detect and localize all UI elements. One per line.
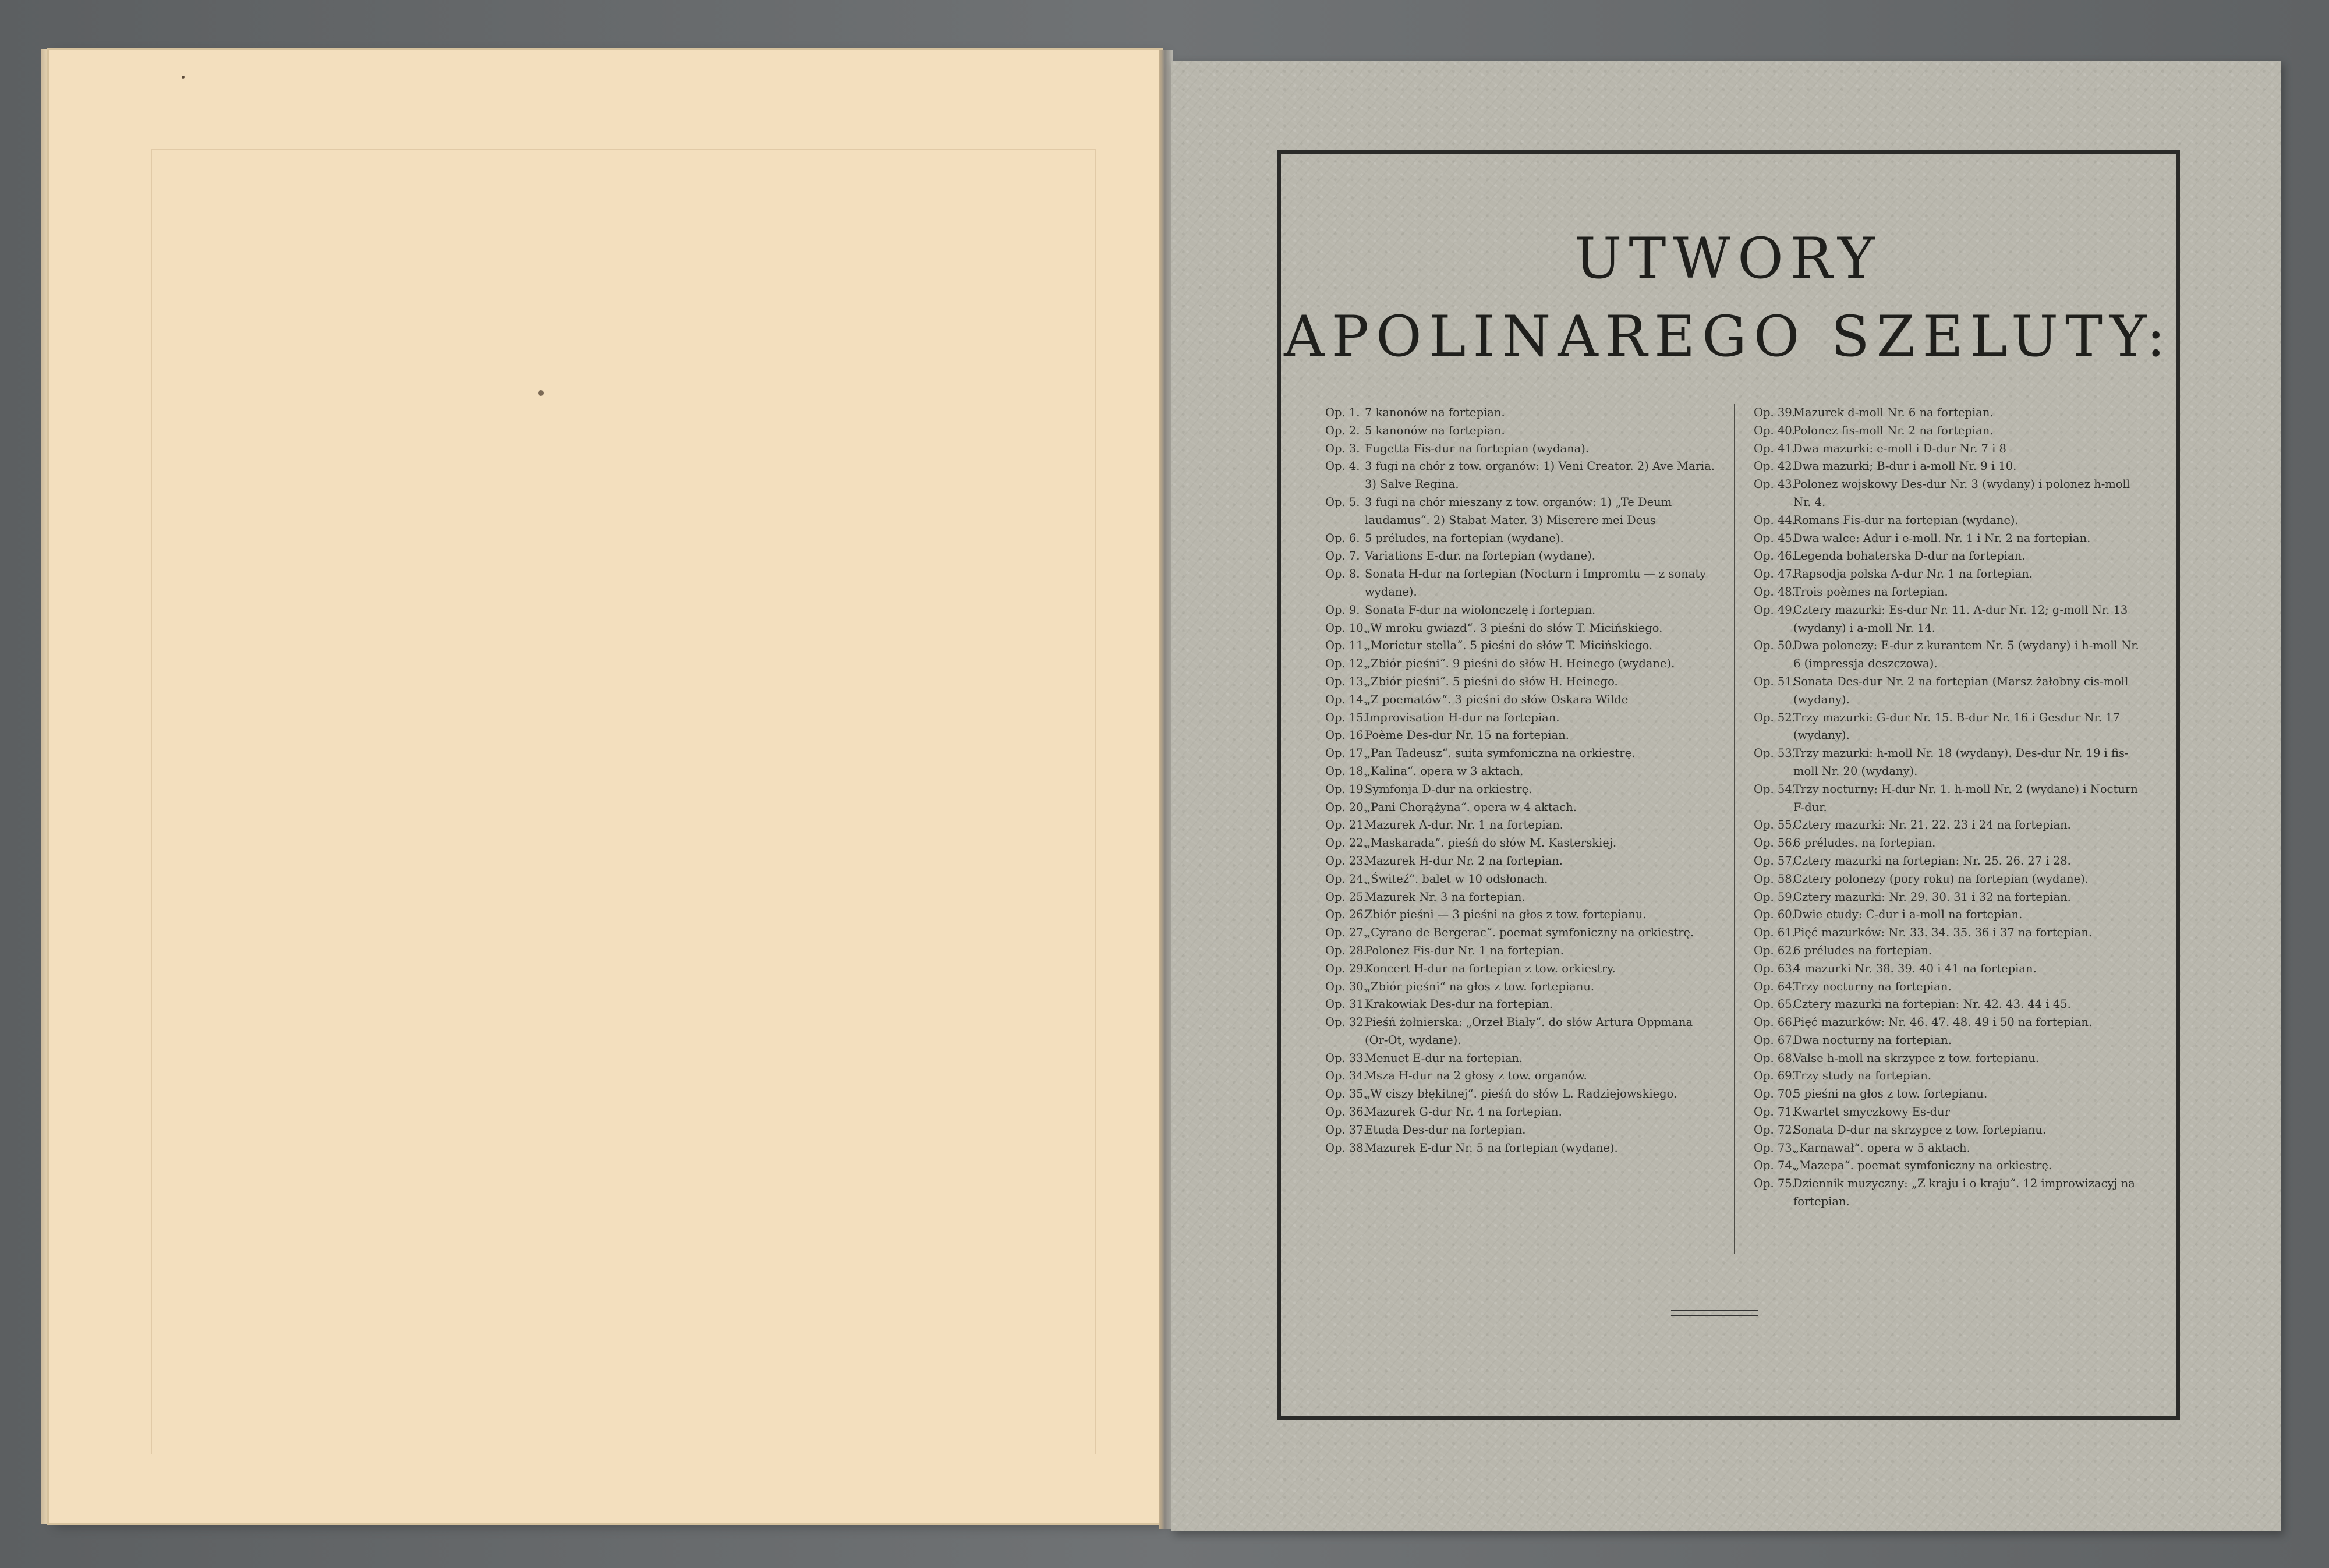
work-description: Improvisation H-dur na fortepian.: [1365, 710, 1560, 724]
work-description: Symfonja D-dur na orkiestrę.: [1365, 782, 1532, 796]
work-entry: [1325, 781, 1715, 799]
work-description: Zbiór pieśni — 3 pieśni na głos z tow. fortepianu.: [1365, 908, 1647, 922]
work-entry: [1754, 547, 2143, 565]
work-entry: [1754, 1103, 2143, 1121]
work-entry: [1754, 601, 2143, 638]
opus-number: Op. 54.: [1754, 782, 1796, 796]
work-description: „Zbiór pieśni“ na głos z tow. fortepianu.: [1365, 979, 1595, 993]
work-description: Pięć mazurków: Nr. 33. 34. 35. 36 i 37 na fortepian.: [1793, 926, 2093, 940]
opus-number: Op. 27.: [1325, 926, 1367, 940]
work-entry: [1754, 852, 2143, 870]
opus-number: Op. 38.: [1325, 1141, 1367, 1155]
work-entry: [1325, 709, 1715, 727]
book-gutter: [1159, 50, 1173, 1529]
work-description: Sonata F-dur na wiolonczelę i fortepian.: [1365, 603, 1596, 617]
opus-number: Op. 15.: [1325, 710, 1367, 724]
opus-number: Op. 24.: [1325, 872, 1367, 886]
work-description: Pięć mazurków: Nr. 46. 47. 48. 49 i 50 na fortepian.: [1793, 1015, 2093, 1029]
opus-number: Op. 56.: [1754, 836, 1796, 850]
opus-number: Op. 16.: [1325, 728, 1367, 742]
work-description: „Pan Tadeusz“. suita symfoniczna na orkiestrę.: [1365, 746, 1636, 760]
work-description: 5 préludes, na fortepian (wydane).: [1365, 531, 1564, 545]
work-description: Koncert H-dur na fortepian z tow. orkiestry.: [1365, 961, 1616, 975]
work-entry: [1754, 512, 2143, 530]
work-entry: [1325, 816, 1715, 834]
opus-number: Op. 52.: [1754, 710, 1796, 724]
work-description: „Zbiór pieśni“. 9 pieśni do słów H. Heinego (wydane).: [1365, 657, 1675, 671]
opus-number: Op. 49.: [1754, 603, 1796, 617]
work-description: Kwartet smyczkowy Es-dur: [1793, 1105, 1950, 1119]
opus-number: Op. 50.: [1754, 639, 1796, 653]
opus-number: Op. 33.: [1325, 1051, 1367, 1065]
work-description: Valse h-moll na skrzypce z tow. fortepianu.: [1793, 1051, 2040, 1065]
work-entry: [1325, 547, 1715, 565]
work-entry: [1325, 1121, 1715, 1139]
work-entry: [1754, 906, 2143, 924]
work-description: Dwa mazurki: e-moll i D-dur Nr. 7 i 8: [1793, 441, 2006, 455]
heading-line-2: APOLINAREGO SZELUTY:: [1284, 304, 2172, 369]
work-entry: [1325, 745, 1715, 763]
work-entry: [1325, 620, 1715, 638]
work-entry: [1754, 565, 2143, 583]
work-description: 3 fugi na chór mieszany z tow. organów: 1) „Te Deum laudamus“. 2) Stabat Mater. 3) Miserere mei Deus: [1365, 495, 1672, 527]
opus-number: Op. 5.: [1325, 495, 1360, 509]
opus-number: Op. 72.: [1754, 1123, 1796, 1137]
work-entry: [1754, 924, 2143, 942]
work-description: Msza H-dur na 2 głosy z tow. organów.: [1365, 1069, 1587, 1083]
paper-stain: [538, 390, 544, 396]
work-description: Mazurek G-dur Nr. 4 na fortepian.: [1365, 1105, 1562, 1119]
work-entry: [1325, 494, 1715, 530]
opus-number: Op. 37.: [1325, 1123, 1367, 1137]
work-entry: [1325, 727, 1715, 745]
work-description: Dwa mazurki; B-dur i a-moll Nr. 9 i 10.: [1793, 459, 2017, 473]
left-page-faint-border: [151, 149, 1096, 1454]
work-entry: [1754, 978, 2143, 996]
opus-number: Op. 1.: [1325, 406, 1360, 419]
opus-number: Op. 46.: [1754, 549, 1796, 563]
work-description: „Mazepa“. poemat symfoniczny na orkiestrę.: [1793, 1159, 2052, 1173]
work-entry: [1325, 440, 1715, 458]
work-description: Fugetta Fis-dur na fortepian (wydana).: [1365, 441, 1590, 455]
work-entry: [1754, 709, 2143, 745]
work-description: Variations E-dur. na fortepian (wydane).: [1365, 549, 1595, 563]
work-entry: [1325, 763, 1715, 781]
opus-number: Op. 36.: [1325, 1105, 1367, 1119]
work-description: Menuet E-dur na fortepian.: [1365, 1051, 1523, 1065]
works-list-right-column: [1754, 404, 2143, 1211]
opus-number: Op. 31.: [1325, 997, 1367, 1011]
opus-number: Op. 9.: [1325, 603, 1360, 617]
work-description: Dwie etudy: C-dur i a-moll na fortepian.: [1793, 908, 2023, 922]
opus-number: Op. 8.: [1325, 567, 1360, 581]
closing-double-rule: [1671, 1310, 1758, 1316]
work-entry: [1754, 1032, 2143, 1050]
work-description: „Maskarada“. pieśń do słów M. Kasterskiej.: [1365, 836, 1617, 850]
work-description: Polonez fis-moll Nr. 2 na fortepian.: [1793, 423, 1994, 437]
work-description: „Świteź“. balet w 10 odsłonach.: [1365, 872, 1548, 886]
work-description: Rapsodja polska A-dur Nr. 1 na fortepian.: [1793, 567, 2033, 581]
opus-number: Op. 7.: [1325, 549, 1360, 563]
work-description: Sonata D-dur na skrzypce z tow. fortepianu.: [1793, 1123, 2047, 1137]
opus-number: Op. 65.: [1754, 997, 1796, 1011]
opus-number: Op. 39.: [1754, 406, 1796, 419]
opus-number: Op. 18.: [1325, 764, 1367, 778]
work-description: „W ciszy błękitnej“. pieśń do słów L. Radziejowskiego.: [1365, 1087, 1677, 1101]
work-description: Trzy nocturny: H-dur Nr. 1. h-moll Nr. 2 (wydane) i Nocturn F-dur.: [1793, 782, 2138, 814]
works-list-left-column: [1325, 404, 1715, 1157]
opus-number: Op. 10.: [1325, 621, 1367, 635]
opus-number: Op. 17.: [1325, 746, 1367, 760]
work-entry: [1754, 476, 2143, 512]
work-description: Cztery mazurki na fortepian: Nr. 42. 43. 44 i 45.: [1793, 997, 2071, 1011]
work-entry: [1325, 601, 1715, 620]
work-entry: [1754, 889, 2143, 907]
work-entry: [1754, 816, 2143, 834]
work-entry: [1325, 1103, 1715, 1121]
work-description: Legenda bohaterska D-dur na fortepian.: [1793, 549, 2026, 563]
work-entry: [1754, 1157, 2143, 1175]
work-description: „Pani Chorążyna“. opera w 4 aktach.: [1365, 800, 1577, 814]
work-description: Polonez Fis-dur Nr. 1 na fortepian.: [1365, 943, 1564, 957]
paper-speck: [182, 76, 185, 79]
work-entry: [1325, 799, 1715, 817]
work-entry: [1325, 1085, 1715, 1103]
work-description: Mazurek E-dur Nr. 5 na fortepian (wydane).: [1365, 1141, 1618, 1155]
work-description: „Morietur stella“. 5 pieśni do słów T. Micińskiego.: [1365, 639, 1653, 653]
work-entry: [1325, 673, 1715, 691]
work-entry: [1325, 404, 1715, 422]
work-description: Dwa polonezy: E-dur z kurantem Nr. 5 (wydany) i h-moll Nr. 6 (impressja deszczowa).: [1793, 639, 2139, 671]
opus-number: Op. 30.: [1325, 979, 1367, 993]
opus-number: Op. 60.: [1754, 908, 1796, 922]
work-entry: [1325, 1139, 1715, 1158]
work-description: Trzy study na fortepian.: [1793, 1069, 1932, 1083]
work-entry: [1325, 1014, 1715, 1050]
work-description: Cztery mazurki: Nr. 21. 22. 23 i 24 na fortepian.: [1793, 818, 2071, 832]
opus-number: Op. 34.: [1325, 1069, 1367, 1083]
opus-number: Op. 68.: [1754, 1051, 1796, 1065]
work-description: 6 préludes na fortepian.: [1793, 943, 1932, 957]
work-description: Dziennik muzyczny: „Z kraju i o kraju“. 12 improwizacyj na fortepian.: [1793, 1177, 2135, 1209]
work-description: Dwa nocturny na fortepian.: [1793, 1033, 1952, 1047]
work-entry: [1325, 924, 1715, 942]
opus-number: Op. 40.: [1754, 423, 1796, 437]
work-description: Mazurek Nr. 3 na fortepian.: [1365, 890, 1525, 904]
opus-number: Op. 69.: [1754, 1069, 1796, 1083]
work-description: Trzy nocturny na fortepian.: [1793, 979, 1952, 993]
work-entry: [1754, 637, 2143, 673]
work-description: Sonata Des-dur Nr. 2 na fortepian (Marsz żałobny cis-moll (wydany).: [1793, 674, 2129, 706]
work-description: Sonata H-dur na fortepian (Nocturn i Impromtu — z sonaty wydane).: [1365, 567, 1707, 599]
work-description: 7 kanonów na fortepian.: [1365, 406, 1505, 419]
opus-number: Op. 2.: [1325, 423, 1360, 437]
opus-number: Op. 59.: [1754, 890, 1796, 904]
work-description: 6 préludes. na fortepian.: [1793, 836, 1936, 850]
work-entry: [1325, 889, 1715, 907]
work-description: 5 kanonów na fortepian.: [1365, 423, 1505, 437]
opus-number: Op. 19.: [1325, 782, 1367, 796]
work-entry: [1325, 996, 1715, 1014]
work-entry: [1325, 906, 1715, 924]
left-blank-page: [49, 50, 1161, 1523]
work-description: 5 pieśni na głos z tow. fortepianu.: [1793, 1087, 1988, 1101]
work-entry: [1325, 530, 1715, 548]
work-entry: [1754, 583, 2143, 601]
work-description: Cztery mazurki: Es-dur Nr. 11. A-dur Nr. 12; g-moll Nr. 13 (wydany) i a-moll Nr. 14.: [1793, 603, 2128, 635]
work-description: Polonez wojskowy Des-dur Nr. 3 (wydany) i polonez h-moll Nr. 4.: [1793, 477, 2130, 509]
work-entry: [1325, 870, 1715, 889]
work-description: Mazurek A-dur. Nr. 1 na fortepian.: [1365, 818, 1563, 832]
work-entry: [1325, 565, 1715, 601]
work-entry: [1754, 1085, 2143, 1103]
work-entry: [1754, 673, 2143, 709]
work-description: „Z poematów“. 3 pieśni do słów Oskara Wilde: [1365, 692, 1629, 706]
opus-number: Op. 57.: [1754, 854, 1796, 868]
work-description: Cztery mazurki: Nr. 29. 30. 31 i 32 na fortepian.: [1793, 890, 2071, 904]
work-entry: [1325, 852, 1715, 870]
work-description: Pieśń żołnierska: „Orzeł Biały“. do słów Artura Oppmana (Or-Ot, wydane).: [1365, 1015, 1693, 1047]
left-page-edge: [41, 49, 49, 1524]
opus-number: Op. 58.: [1754, 872, 1796, 886]
opus-number: Op. 48.: [1754, 585, 1796, 599]
opus-number: Op. 73.: [1754, 1141, 1796, 1155]
opus-number: Op. 21.: [1325, 818, 1367, 832]
work-description: Cztery mazurki na fortepian: Nr. 25. 26. 27 i 28.: [1793, 854, 2071, 868]
opus-number: Op. 75.: [1754, 1177, 1796, 1191]
work-entry: [1754, 404, 2143, 422]
opus-number: Op. 55.: [1754, 818, 1796, 832]
opus-number: Op. 44.: [1754, 513, 1796, 527]
work-entry: [1754, 440, 2143, 458]
work-entry: [1325, 960, 1715, 978]
opus-number: Op. 14.: [1325, 692, 1367, 706]
work-entry: [1325, 458, 1715, 494]
work-description: „Zbiór pieśni“. 5 pieśni do słów H. Heinego.: [1365, 674, 1618, 688]
work-entry: [1754, 422, 2143, 440]
work-description: „Cyrano de Bergerac“. poemat symfoniczny na orkiestrę.: [1365, 926, 1694, 940]
work-entry: [1754, 1139, 2143, 1158]
work-entry: [1754, 745, 2143, 781]
opus-number: Op. 32.: [1325, 1015, 1367, 1029]
opus-number: Op. 29.: [1325, 961, 1367, 975]
opus-number: Op. 53.: [1754, 746, 1796, 760]
work-description: Etuda Des-dur na fortepian.: [1365, 1123, 1526, 1137]
work-entry: [1325, 637, 1715, 655]
opus-number: Op. 41.: [1754, 441, 1796, 455]
work-description: „W mroku gwiazd“. 3 pieśni do słów T. Micińskiego.: [1365, 621, 1663, 635]
work-entry: [1754, 458, 2143, 476]
opus-number: Op. 42.: [1754, 459, 1796, 473]
opus-number: Op. 11.: [1325, 639, 1367, 653]
work-description: Trzy mazurki: h-moll Nr. 18 (wydany). Des-dur Nr. 19 i fis-moll Nr. 20 (wydany).: [1793, 746, 2129, 778]
work-description: Trzy mazurki: G-dur Nr. 15. B-dur Nr. 16 i Gesdur Nr. 17 (wydany).: [1793, 710, 2120, 742]
opus-number: Op. 43.: [1754, 477, 1796, 491]
opus-number: Op. 51.: [1754, 674, 1796, 688]
work-description: Dwa walce: Adur i e-moll. Nr. 1 i Nr. 2 na fortepian.: [1793, 531, 2091, 545]
work-entry: [1754, 1050, 2143, 1068]
opus-number: Op. 12.: [1325, 657, 1367, 671]
work-entry: [1325, 978, 1715, 996]
work-entry: [1325, 942, 1715, 960]
work-entry: [1325, 1050, 1715, 1068]
work-description: „Kalina“. opera w 3 aktach.: [1365, 764, 1524, 778]
work-description: Cztery polonezy (pory roku) na fortepian (wydane).: [1793, 872, 2089, 886]
work-description: Trois poèmes na fortepian.: [1793, 585, 1948, 599]
work-description: 4 mazurki Nr. 38. 39. 40 i 41 na fortepian.: [1793, 961, 2037, 975]
opus-number: Op. 28.: [1325, 943, 1367, 957]
work-entry: [1754, 870, 2143, 889]
opus-number: Op. 62.: [1754, 943, 1796, 957]
opus-number: Op. 13.: [1325, 674, 1367, 688]
opus-number: Op. 74.: [1754, 1159, 1796, 1173]
work-entry: [1754, 781, 2143, 817]
column-divider: [1734, 404, 1735, 1254]
work-description: Mazurek d-moll Nr. 6 na fortepian.: [1793, 406, 1994, 419]
opus-number: Op. 66.: [1754, 1015, 1796, 1029]
opus-number: Op. 20.: [1325, 800, 1367, 814]
work-description: 3 fugi na chór z tow. organów: 1) Veni Creator. 2) Ave Maria. 3) Salve Regina.: [1365, 459, 1715, 491]
work-description: Krakowiak Des-dur na fortepian.: [1365, 997, 1553, 1011]
opus-number: Op. 22.: [1325, 836, 1367, 850]
work-entry: [1754, 996, 2143, 1014]
work-entry: [1754, 1014, 2143, 1032]
work-entry: [1754, 834, 2143, 852]
work-entry: [1325, 1067, 1715, 1085]
opus-number: Op. 6.: [1325, 531, 1360, 545]
opus-number: Op. 45.: [1754, 531, 1796, 545]
work-entry: [1754, 960, 2143, 978]
opus-number: Op. 4.: [1325, 459, 1360, 473]
work-entry: [1325, 422, 1715, 440]
work-entry: [1754, 942, 2143, 960]
opus-number: Op. 63.: [1754, 961, 1796, 975]
work-description: Mazurek H-dur Nr. 2 na fortepian.: [1365, 854, 1563, 868]
opus-number: Op. 67.: [1754, 1033, 1796, 1047]
work-entry: [1754, 1175, 2143, 1211]
work-entry: [1325, 655, 1715, 673]
opus-number: Op. 70.: [1754, 1087, 1796, 1101]
work-description: Romans Fis-dur na fortepian (wydane).: [1793, 513, 2019, 527]
heading-line-1: UTWORY: [1574, 226, 1882, 291]
opus-number: Op. 61.: [1754, 926, 1796, 940]
work-description: „Karnawał“. opera w 5 aktach.: [1793, 1141, 1970, 1155]
opus-number: Op. 26.: [1325, 908, 1367, 922]
opus-number: Op. 3.: [1325, 441, 1360, 455]
opus-number: Op. 64.: [1754, 979, 1796, 993]
work-entry: [1754, 1121, 2143, 1139]
opus-number: Op. 35.: [1325, 1087, 1367, 1101]
opus-number: Op. 47.: [1754, 567, 1796, 581]
opus-number: Op. 23.: [1325, 854, 1367, 868]
work-entry: [1325, 834, 1715, 852]
work-description: Poème Des-dur Nr. 15 na fortepian.: [1365, 728, 1569, 742]
work-entry: [1754, 1067, 2143, 1085]
work-entry: [1754, 530, 2143, 548]
opus-number: Op. 71.: [1754, 1105, 1796, 1119]
work-entry: [1325, 691, 1715, 709]
opus-number: Op. 25.: [1325, 890, 1367, 904]
